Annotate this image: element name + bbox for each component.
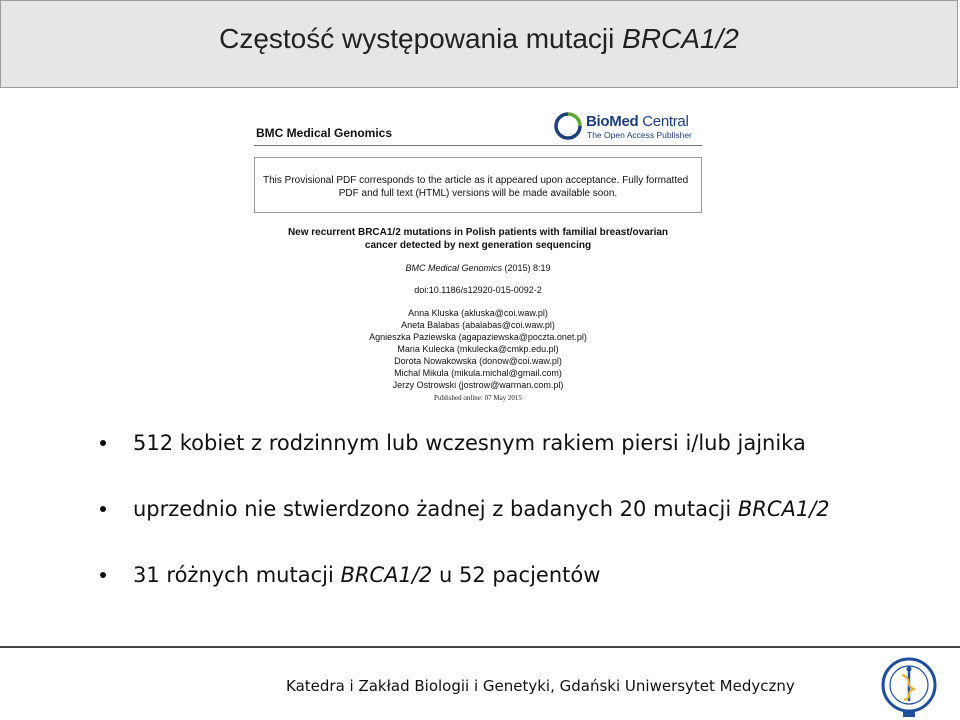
author-item: Anna Kluska (akluska@coi.waw.pl) [408, 308, 548, 318]
university-seal-icon [880, 655, 938, 719]
article-title [252, 226, 704, 252]
article-title-line-1: New recurrent BRCA1/2 mutations in Polish patients with familial breast/ovarian [287, 227, 669, 238]
citation-journal: BMC Medical Genomics [405, 263, 502, 273]
author-item: Michal Mikula (mikula.michal@gmail.com) [394, 368, 562, 378]
bullet-1-text: 512 kobiet z rodzinnym lub wczesnym rakiem piersi i/lub jajnika [133, 431, 806, 455]
author-list [252, 307, 704, 391]
author-item: Agnieszka Paziewska (agapaziewska@poczta.onet.pl) [369, 332, 587, 342]
bullet-item-1 [100, 430, 830, 496]
biomed-name-light: Central [638, 113, 689, 130]
biomed-tagline: The Open Access Publisher [587, 130, 692, 140]
author-item: Jerzy Ostrowski (jostrow@warman.com.pl) [392, 380, 564, 390]
bullet-3-italic: BRCA1/2 [340, 563, 433, 587]
biomed-ring-icon [554, 112, 582, 140]
bullet-3-text-post: u 52 pacjentów [432, 563, 601, 587]
notice-line-2: PDF and full text (HTML) versions will be made available soon. [338, 188, 618, 199]
slide-title-bar [0, 0, 958, 88]
journal-name: BMC Medical Genomics [256, 126, 393, 140]
biomed-central-logo [554, 112, 704, 142]
footer-divider [0, 646, 960, 648]
biomed-name-bold: BioMed [586, 113, 639, 130]
article-title-line-2: cancer detected by next generation sequencing [364, 240, 592, 251]
published-date: Published online: 07 May 2015 [434, 394, 522, 402]
citation [252, 263, 704, 273]
slide-title-text: Częstość występowania mutacji [219, 23, 623, 54]
bullet-item-2 [100, 496, 830, 562]
author-item: Aneta Balabas (abalabas@coi.waw.pl) [401, 320, 555, 330]
bullet-2-italic: BRCA1/2 [737, 497, 830, 521]
bullet-3-text-pre: 31 różnych mutacji [133, 563, 341, 587]
notice-line-1: This Provisional PDF corresponds to the article as it appeared upon acceptance. Fully formatted [263, 175, 689, 186]
author-item: Maria Kulecka (mkulecka@cmkp.edu.pl) [397, 344, 559, 354]
header-divider [254, 145, 702, 146]
bullet-item-3 [100, 562, 830, 628]
bullet-2-text: uprzednio nie stwierdzono żadnej z badanych 20 mutacji [133, 497, 738, 521]
doi: doi:10.1186/s12920-015-0092-2 [414, 285, 542, 295]
biomed-name [586, 113, 689, 130]
author-item: Dorota Nowakowska (donow@coi.waw.pl) [394, 356, 562, 366]
paper-screenshot [252, 112, 704, 412]
provisional-notice-box [254, 157, 702, 213]
footer-text: Katedra i Zakład Biologii i Genetyki, Gdański Uniwersytet Medyczny [286, 677, 795, 695]
slide-title-italic: BRCA1/2 [622, 23, 739, 54]
bullet-list [100, 430, 830, 628]
slide-title [1, 23, 957, 55]
citation-volume: (2015) 8:19 [501, 263, 551, 273]
